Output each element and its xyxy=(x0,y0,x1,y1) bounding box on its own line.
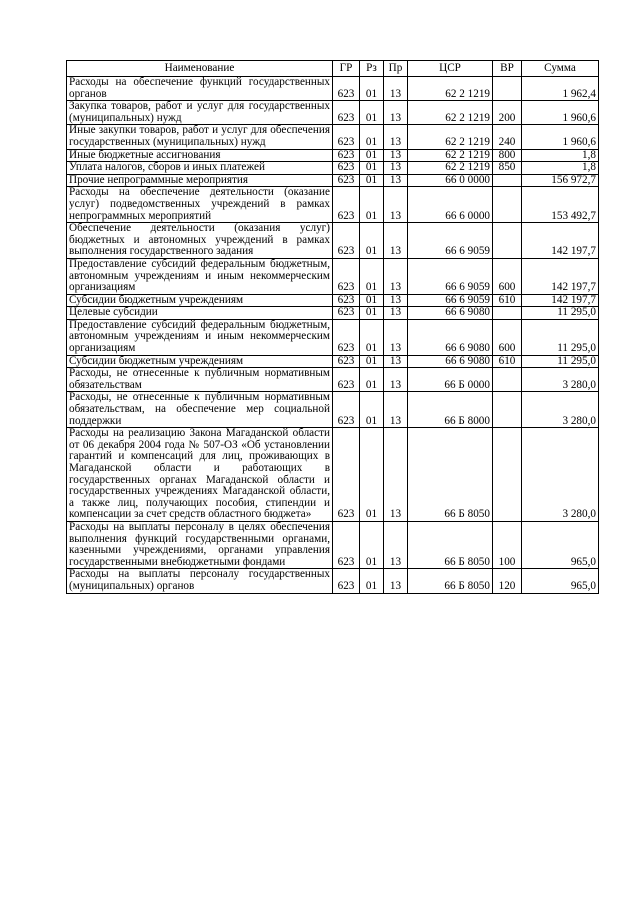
table-row xyxy=(67,569,599,593)
row-name: Расходы на обеспечение деятельности (оказание услуг) подведомственных учреждений в рамках непрограммных мероприятий xyxy=(67,187,333,223)
table-row xyxy=(67,294,599,307)
table-row xyxy=(67,162,599,175)
row-pr: 13 xyxy=(384,294,408,307)
row-gr: 623 xyxy=(333,521,360,568)
row-sum: 11 295,0 xyxy=(522,307,599,320)
row-csr: 62 2 1219 xyxy=(408,162,493,175)
row-name: Закупка товаров, работ и услуг для государственных (муниципальных) нужд xyxy=(67,101,333,125)
row-csr: 66 6 9080 xyxy=(408,307,493,320)
row-vr xyxy=(493,428,522,522)
row-rz: 01 xyxy=(360,294,384,307)
row-csr: 66 Б 8000 xyxy=(408,392,493,428)
col-header-sum: Сумма xyxy=(522,61,599,77)
row-name: Предоставление субсидий федеральным бюджетным, автономным учреждениям и иным некоммерческим организациям xyxy=(67,319,333,355)
col-header-pr: Пр xyxy=(384,61,408,77)
row-pr: 13 xyxy=(384,355,408,368)
row-rz: 01 xyxy=(360,77,384,101)
row-rz: 01 xyxy=(360,174,384,187)
row-gr: 623 xyxy=(333,368,360,392)
row-sum: 11 295,0 xyxy=(522,319,599,355)
col-header-name: Наименование xyxy=(67,61,333,77)
row-sum: 3 280,0 xyxy=(522,392,599,428)
row-gr: 623 xyxy=(333,101,360,125)
row-csr: 66 6 9059 xyxy=(408,223,493,259)
row-pr: 13 xyxy=(384,162,408,175)
row-sum: 156 972,7 xyxy=(522,174,599,187)
row-sum: 142 197,7 xyxy=(522,223,599,259)
row-rz: 01 xyxy=(360,162,384,175)
row-vr: 610 xyxy=(493,355,522,368)
row-pr: 13 xyxy=(384,392,408,428)
row-vr: 600 xyxy=(493,258,522,294)
row-sum: 11 295,0 xyxy=(522,355,599,368)
row-name: Расходы, не отнесенные к публичным нормативным обязательствам xyxy=(67,368,333,392)
table-row xyxy=(67,392,599,428)
row-rz: 01 xyxy=(360,428,384,522)
row-csr: 66 Б 8050 xyxy=(408,428,493,522)
row-pr: 13 xyxy=(384,125,408,149)
row-sum: 965,0 xyxy=(522,569,599,593)
table-row xyxy=(67,223,599,259)
row-sum: 965,0 xyxy=(522,521,599,568)
row-csr: 66 6 9059 xyxy=(408,258,493,294)
table-row xyxy=(67,355,599,368)
row-gr: 623 xyxy=(333,258,360,294)
row-pr: 13 xyxy=(384,258,408,294)
table-row xyxy=(67,187,599,223)
row-name: Расходы на реализацию Закона Магаданской области от 06 декабря 2004 года № 507-ОЗ «Об установлении гарантий и компенсаций для лиц, проживающих в Магаданской области и работающих в государственных органах Магаданской области и государственных учреждениях Магаданской области, а также лиц, получающих пособия, стипендии и компенсации за счет средств областного бюджета» xyxy=(67,428,333,522)
row-gr: 623 xyxy=(333,162,360,175)
row-rz: 01 xyxy=(360,368,384,392)
row-sum: 3 280,0 xyxy=(522,428,599,522)
col-header-gr: ГР xyxy=(333,61,360,77)
row-pr: 13 xyxy=(384,101,408,125)
row-sum: 3 280,0 xyxy=(522,368,599,392)
row-csr: 66 6 0000 xyxy=(408,187,493,223)
row-vr: 800 xyxy=(493,149,522,162)
row-gr: 623 xyxy=(333,355,360,368)
table-row xyxy=(67,101,599,125)
row-name: Расходы, не отнесенные к публичным нормативным обязательствам, на обеспечение мер социальной поддержки xyxy=(67,392,333,428)
table-row xyxy=(67,428,599,522)
row-name: Обеспечение деятельности (оказания услуг) бюджетных и автономных учреждений в рамках выполнения государственного задания xyxy=(67,223,333,259)
header-row xyxy=(67,61,599,77)
table-row xyxy=(67,368,599,392)
row-gr: 623 xyxy=(333,125,360,149)
row-rz: 01 xyxy=(360,223,384,259)
table-row xyxy=(67,174,599,187)
table-row xyxy=(67,307,599,320)
row-vr: 100 xyxy=(493,521,522,568)
row-gr: 623 xyxy=(333,294,360,307)
row-csr: 62 2 1219 xyxy=(408,77,493,101)
row-vr: 240 xyxy=(493,125,522,149)
row-sum: 142 197,7 xyxy=(522,294,599,307)
row-vr: 850 xyxy=(493,162,522,175)
table-row xyxy=(67,149,599,162)
row-csr: 66 6 9059 xyxy=(408,294,493,307)
row-vr xyxy=(493,392,522,428)
row-csr: 62 2 1219 xyxy=(408,125,493,149)
row-name: Иные бюджетные ассигнования xyxy=(67,149,333,162)
row-name: Уплата налогов, сборов и иных платежей xyxy=(67,162,333,175)
col-header-csr: ЦСР xyxy=(408,61,493,77)
row-sum: 1 960,6 xyxy=(522,101,599,125)
row-name: Расходы на выплаты персоналу в целях обеспечения выполнения функций государственными органами, казенными учреждениями, органами управления государственными внебюджетными фондами xyxy=(67,521,333,568)
row-pr: 13 xyxy=(384,521,408,568)
row-rz: 01 xyxy=(360,187,384,223)
row-gr: 623 xyxy=(333,149,360,162)
row-vr xyxy=(493,368,522,392)
row-gr: 623 xyxy=(333,307,360,320)
row-sum: 1,8 xyxy=(522,162,599,175)
row-rz: 01 xyxy=(360,125,384,149)
table-row xyxy=(67,77,599,101)
row-pr: 13 xyxy=(384,319,408,355)
row-vr: 600 xyxy=(493,319,522,355)
row-gr: 623 xyxy=(333,174,360,187)
row-csr: 62 2 1219 xyxy=(408,149,493,162)
col-header-vr: ВР xyxy=(493,61,522,77)
row-name: Целевые субсидии xyxy=(67,307,333,320)
row-sum: 1 962,4 xyxy=(522,77,599,101)
row-csr: 66 6 9080 xyxy=(408,319,493,355)
table-row xyxy=(67,521,599,568)
row-rz: 01 xyxy=(360,355,384,368)
row-pr: 13 xyxy=(384,187,408,223)
row-vr xyxy=(493,187,522,223)
row-name: Иные закупки товаров, работ и услуг для обеспечения государственных (муниципальных) нужд xyxy=(67,125,333,149)
row-rz: 01 xyxy=(360,392,384,428)
row-name: Расходы на выплаты персоналу государственных (муниципальных) органов xyxy=(67,569,333,593)
row-gr: 623 xyxy=(333,428,360,522)
row-pr: 13 xyxy=(384,149,408,162)
row-rz: 01 xyxy=(360,521,384,568)
row-rz: 01 xyxy=(360,258,384,294)
table-row xyxy=(67,319,599,355)
row-csr: 66 Б 0000 xyxy=(408,368,493,392)
budget-table xyxy=(66,60,599,594)
row-gr: 623 xyxy=(333,223,360,259)
row-vr xyxy=(493,223,522,259)
row-csr: 66 0 0000 xyxy=(408,174,493,187)
row-pr: 13 xyxy=(384,223,408,259)
row-csr: 66 Б 8050 xyxy=(408,569,493,593)
row-pr: 13 xyxy=(384,77,408,101)
row-name: Расходы на обеспечение функций государственных органов xyxy=(67,77,333,101)
row-gr: 623 xyxy=(333,319,360,355)
row-pr: 13 xyxy=(384,174,408,187)
row-rz: 01 xyxy=(360,149,384,162)
row-vr: 610 xyxy=(493,294,522,307)
row-pr: 13 xyxy=(384,428,408,522)
row-gr: 623 xyxy=(333,569,360,593)
row-vr xyxy=(493,77,522,101)
row-rz: 01 xyxy=(360,101,384,125)
row-rz: 01 xyxy=(360,319,384,355)
row-csr: 66 Б 8050 xyxy=(408,521,493,568)
budget-document xyxy=(66,60,598,594)
row-rz: 01 xyxy=(360,307,384,320)
row-vr xyxy=(493,307,522,320)
row-sum: 1 960,6 xyxy=(522,125,599,149)
row-name: Субсидии бюджетным учреждениям xyxy=(67,294,333,307)
row-pr: 13 xyxy=(384,307,408,320)
row-pr: 13 xyxy=(384,569,408,593)
row-vr: 120 xyxy=(493,569,522,593)
row-name: Субсидии бюджетным учреждениям xyxy=(67,355,333,368)
table-row xyxy=(67,125,599,149)
row-vr xyxy=(493,174,522,187)
row-sum: 153 492,7 xyxy=(522,187,599,223)
row-vr: 200 xyxy=(493,101,522,125)
row-csr: 62 2 1219 xyxy=(408,101,493,125)
row-csr: 66 6 9080 xyxy=(408,355,493,368)
col-header-rz: Рз xyxy=(360,61,384,77)
row-sum: 142 197,7 xyxy=(522,258,599,294)
row-name: Прочие непрограммные мероприятия xyxy=(67,174,333,187)
row-rz: 01 xyxy=(360,569,384,593)
table-row xyxy=(67,258,599,294)
row-name: Предоставление субсидий федеральным бюджетным, автономным учреждениям и иным некоммерческим организациям xyxy=(67,258,333,294)
row-gr: 623 xyxy=(333,77,360,101)
row-pr: 13 xyxy=(384,368,408,392)
row-gr: 623 xyxy=(333,187,360,223)
row-sum: 1,8 xyxy=(522,149,599,162)
row-gr: 623 xyxy=(333,392,360,428)
